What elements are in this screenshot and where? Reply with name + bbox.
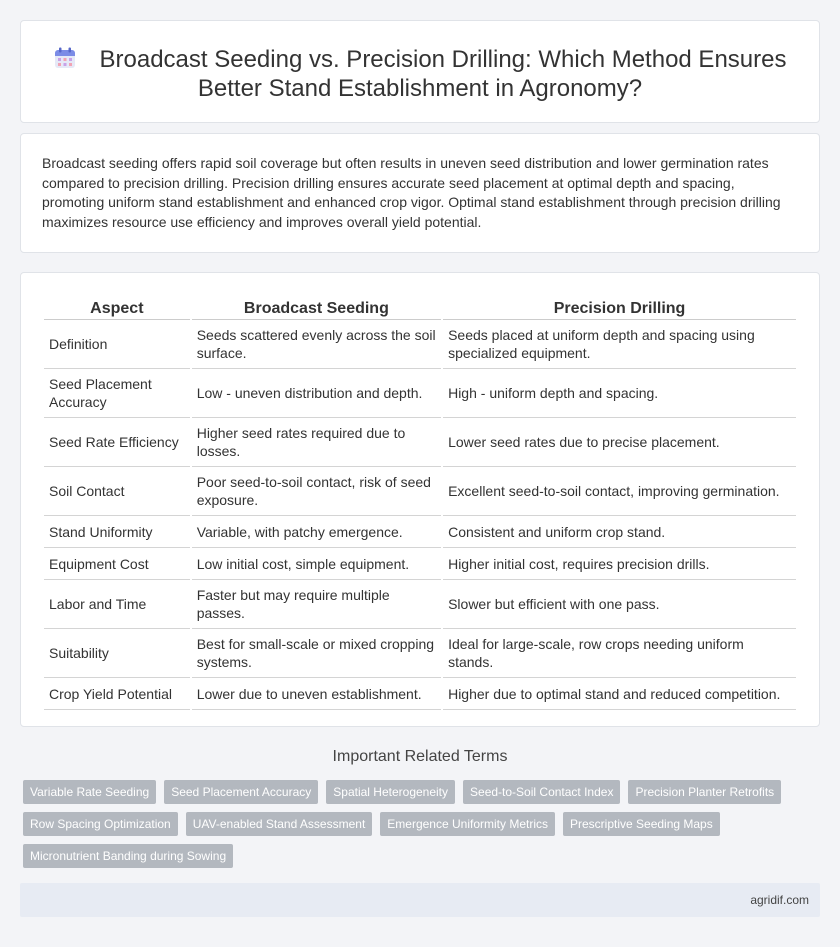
table-row xyxy=(44,418,796,467)
term-tag[interactable]: Row Spacing Optimization xyxy=(23,812,178,836)
row-aspect: Crop Yield Potential xyxy=(44,678,190,710)
related-terms-heading: Important Related Terms xyxy=(332,748,508,765)
comparison-card xyxy=(20,272,820,727)
row-precision: Consistent and uniform crop stand. xyxy=(443,516,796,548)
term-tag[interactable]: Seed-to-Soil Contact Index xyxy=(463,780,620,804)
term-tag[interactable]: UAV-enabled Stand Assessment xyxy=(186,812,373,836)
page-title xyxy=(21,45,819,103)
row-broadcast: Seeds scattered evenly across the soil surface. xyxy=(192,320,441,369)
row-precision: Seeds placed at uniform depth and spacing using specialized equipment. xyxy=(443,320,796,369)
footer xyxy=(20,883,820,917)
row-aspect: Seed Rate Efficiency xyxy=(44,418,190,467)
term-tag[interactable]: Prescriptive Seeding Maps xyxy=(563,812,720,836)
row-precision: Excellent seed-to-soil contact, improving germination. xyxy=(443,467,796,516)
header-aspect: Aspect xyxy=(44,298,190,320)
row-broadcast: Low - uneven distribution and depth. xyxy=(192,369,441,418)
comparison-table xyxy=(42,298,798,710)
header-precision: Precision Drilling xyxy=(443,298,796,320)
table-row xyxy=(44,629,796,678)
term-tag[interactable]: Emergence Uniformity Metrics xyxy=(380,812,555,836)
table-row xyxy=(44,580,796,629)
row-aspect: Stand Uniformity xyxy=(44,516,190,548)
row-aspect: Soil Contact xyxy=(44,467,190,516)
row-broadcast: Low initial cost, simple equipment. xyxy=(192,548,441,580)
table-row xyxy=(44,369,796,418)
row-broadcast: Higher seed rates required due to losses. xyxy=(192,418,441,467)
row-aspect: Labor and Time xyxy=(44,580,190,629)
row-precision: Lower seed rates due to precise placement. xyxy=(443,418,796,467)
calendar-icon xyxy=(54,47,76,69)
row-precision: Higher due to optimal stand and reduced competition. xyxy=(443,678,796,710)
row-aspect: Equipment Cost xyxy=(44,548,190,580)
row-broadcast: Best for small-scale or mixed cropping systems. xyxy=(192,629,441,678)
title-card xyxy=(20,20,820,123)
row-broadcast: Variable, with patchy emergence. xyxy=(192,516,441,548)
row-broadcast: Faster but may require multiple passes. xyxy=(192,580,441,629)
summary-card xyxy=(20,133,820,253)
row-aspect: Suitability xyxy=(44,629,190,678)
table-row xyxy=(44,516,796,548)
table-row xyxy=(44,320,796,369)
page-title-text: Broadcast Seeding vs. Precision Drilling: Which Method Ensures Better Stand Establishment in Agronomy? xyxy=(99,46,787,102)
table-row xyxy=(44,548,796,580)
row-precision: Ideal for large-scale, row crops needing uniform stands. xyxy=(443,629,796,678)
summary-text: Broadcast seeding offers rapid soil coverage but often results in uneven seed distribution and lower germination rates compared to precision drilling. Precision drilling ensures accurate seed placement at optimal depth and spacing, promoting uniform stand establishment and enhanced crop vigor. Optimal stand establishment through precision drilling maximizes resource use efficiency and improves overall yield potential. xyxy=(42,155,781,230)
table-header-row xyxy=(44,298,796,320)
related-terms-list xyxy=(23,780,813,868)
term-tag[interactable]: Spatial Heterogeneity xyxy=(326,780,455,804)
header-broadcast: Broadcast Seeding xyxy=(192,298,441,320)
row-broadcast: Lower due to uneven establishment. xyxy=(192,678,441,710)
row-aspect: Seed Placement Accuracy xyxy=(44,369,190,418)
table-row xyxy=(44,467,796,516)
row-precision: Higher initial cost, requires precision drills. xyxy=(443,548,796,580)
row-aspect: Definition xyxy=(44,320,190,369)
row-broadcast: Poor seed-to-soil contact, risk of seed exposure. xyxy=(192,467,441,516)
footer-site-link[interactable]: agridif.com xyxy=(750,893,809,907)
table-row xyxy=(44,678,796,710)
term-tag[interactable]: Seed Placement Accuracy xyxy=(164,780,318,804)
term-tag[interactable]: Precision Planter Retrofits xyxy=(628,780,781,804)
row-precision: High - uniform depth and spacing. xyxy=(443,369,796,418)
row-precision: Slower but efficient with one pass. xyxy=(443,580,796,629)
term-tag[interactable]: Micronutrient Banding during Sowing xyxy=(23,844,233,868)
term-tag[interactable]: Variable Rate Seeding xyxy=(23,780,156,804)
